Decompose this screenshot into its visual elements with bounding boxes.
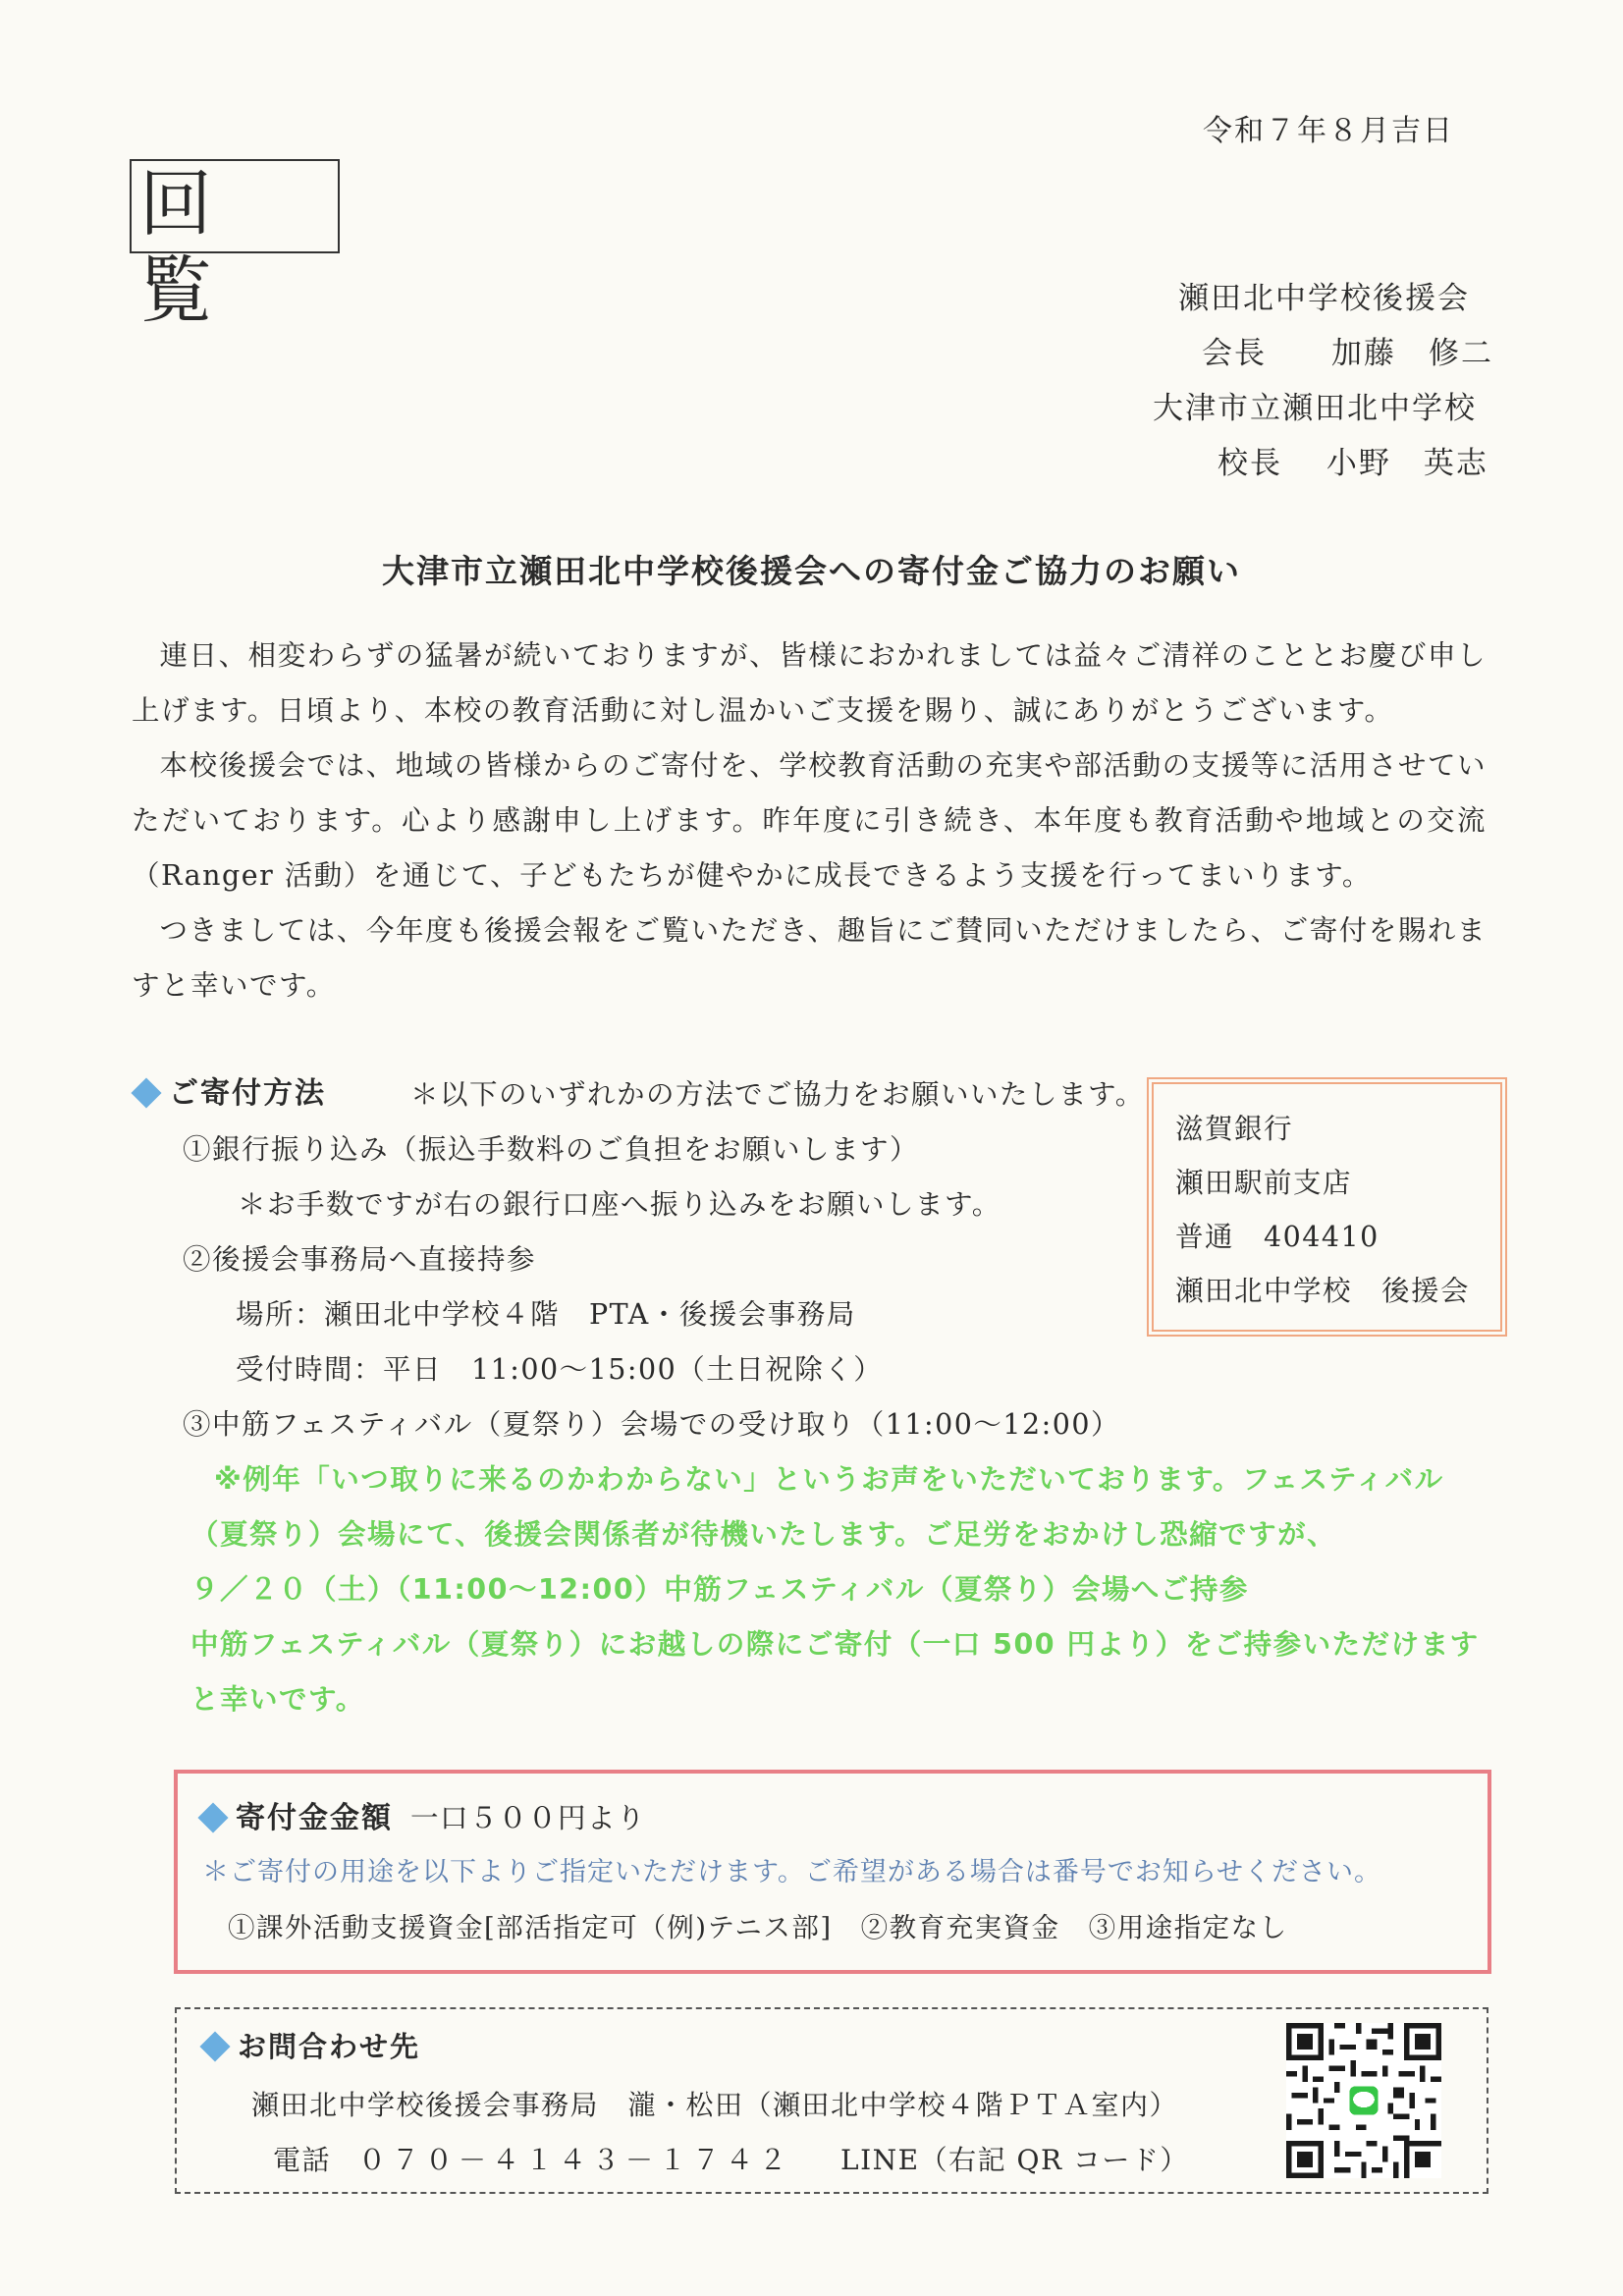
date: 令和７年８月吉日 (1203, 114, 1454, 148)
page-title: 大津市立瀬田北中学校後援会への寄付金ご協力のお願い (382, 552, 1241, 590)
circulation-stamp: 回覧 (130, 159, 340, 253)
body-paragraph: つきましては、今年度も後援会報をご覧いただき、趣旨にご賛同いただけましたら、ご寄付を賜れますと幸いです。 (132, 914, 1487, 1002)
sender-school: 大津市立瀬田北中学校 (1153, 391, 1477, 426)
diamond-bullet-icon (131, 1077, 161, 1108)
festival-note: ９／２０（土）（11:00～12:00）中筋フェスティバル（夏祭り）会場へご持参 (190, 1573, 1249, 1606)
festival-note: ※例年「いつ取りに来るのかわからない」というお声をいただいております。フェスティバル (214, 1463, 1444, 1496)
contact-phone-row (273, 2139, 792, 2178)
body-paragraph: 本校後援会では、地域の皆様からのご寄付を、学校教育活動の充実や部活動の支援等に活用させていただいております。心より感謝申し上げます。昨年度に引き続き、本年度も教育活動や地域との交流（Ranger 活動）を通じて、子どもたちが健やかに成長できるよう支援を行ってまいります。 (132, 749, 1487, 892)
amount-options: ①課外活動支援資金[部活指定可（例)テニス部] ②教育充実資金 ③用途指定なし (228, 1912, 1288, 1943)
body-text (132, 629, 1487, 1013)
bank-account-box (1152, 1082, 1502, 1332)
method-heading: ご寄付方法 (169, 1076, 326, 1111)
festival-note: （夏祭り）会場にて、後援会関係者が待機いたします。ご足労をおかけし恐縮ですが、 (190, 1518, 1337, 1551)
sender-chair: 会長 加藤 修二 (1202, 336, 1493, 371)
method-item: ①銀行振り込み（振込手数料のご負担をお願いします） (183, 1133, 920, 1166)
amount-value: 一口５００円より (410, 1802, 647, 1834)
method-note: ＊以下のいずれかの方法でご協力をお願いいたします。 (410, 1078, 1145, 1111)
amount-note: ＊ご寄付の用途を以下よりご指定いただけます。ご希望がある場合は番号でお知らせください。 (202, 1857, 1382, 1887)
bank-branch: 瀬田駅前支店 (1175, 1167, 1353, 1199)
line-qr-code-icon[interactable] (1286, 2023, 1441, 2178)
diamond-bullet-icon (199, 2031, 230, 2061)
method-item: ③中筋フェスティバル（夏祭り）会場での受け取り（11:00～12:00） (183, 1408, 1120, 1441)
method-heading-row (135, 1068, 326, 1112)
sender-org: 瀬田北中学校後援会 (1178, 281, 1470, 316)
contact-heading-row (204, 2025, 420, 2065)
contact-office: 瀬田北中学校後援会事務局 瀧・松田（瀬田北中学校４階ＰＴＡ室内） (251, 2089, 1179, 2121)
bank-account-number: 普通 404410 (1175, 1221, 1380, 1253)
amount-heading: 寄付金金額 (236, 1801, 393, 1835)
amount-heading-row (202, 1793, 646, 1836)
contact-heading: お問合わせ先 (238, 2030, 421, 2063)
phone-number: ０７０－４１４３－１７４２ (358, 2144, 793, 2176)
diamond-bullet-icon (197, 1802, 228, 1832)
body-paragraph: 連日、相変わらずの猛暑が続いておりますが、皆様におかれましては益々ご清祥のこととお慶び申し上げます。日頃より、本校の教育活動に対し温かいご支援を賜り、誠にありがとうございます。 (132, 639, 1487, 727)
sender-principal: 校長 小野 英志 (1217, 446, 1488, 481)
bank-account-holder: 瀬田北中学校 後援会 (1175, 1275, 1471, 1307)
line-contact: LINE（右記 QR コード） (840, 2144, 1189, 2176)
phone-label: 電話 (273, 2144, 332, 2176)
festival-note: 中筋フェスティバル（夏祭り）にお越しの際にご寄付（一口 500 円より）をご持参いただけます (190, 1628, 1480, 1661)
method-item: ②後援会事務局へ直接持参 (183, 1243, 537, 1276)
method-item: ＊お手数ですが右の銀行口座へ振り込みをお願いします。 (238, 1188, 1001, 1221)
method-item: 場所：瀬田北中学校４階 PTA・後援会事務局 (236, 1298, 856, 1331)
festival-note: と幸いです。 (190, 1683, 365, 1716)
method-item: 受付時間：平日 11:00～15:00（土日祝除く） (236, 1353, 884, 1386)
bank-name: 滋賀銀行 (1175, 1113, 1294, 1145)
